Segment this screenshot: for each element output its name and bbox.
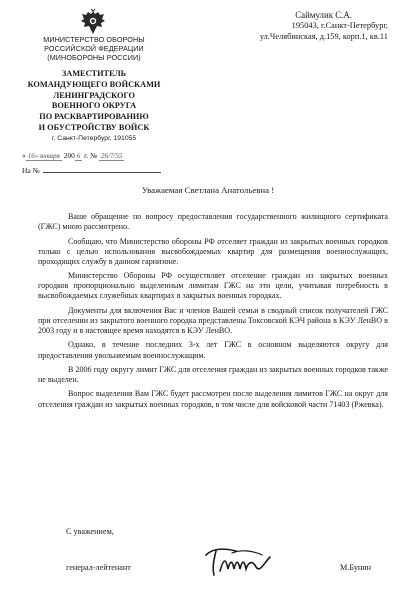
dept-line: ПО РАСКВАРТИРОВАНИЮ (39, 112, 149, 122)
date-year-handwritten: 6 (76, 152, 81, 160)
body-paragraph: Вопрос выделения Вам ГЖС будет рассмотрен после выделения лимитов ГЖС на округ для отселения граждан из закрытых военных городков, в том числе для войсковой части 71403 (Ржевка). (38, 389, 388, 409)
organization-name (30, 35, 158, 63)
date-handwritten: 16» января (27, 152, 60, 160)
body-paragraph: Однако, в течение последних 3-х лет ГЖС в основном выделяются округу для предоставления увольняемым военнослужащим. (38, 340, 388, 360)
reference-line (22, 166, 182, 175)
sender-city: г. Санкт-Петербург, 191055 (51, 135, 137, 142)
date-prefix: « (22, 151, 26, 160)
department-title (22, 69, 166, 134)
reference-blank (43, 172, 161, 173)
date-and-number-line (22, 151, 182, 160)
dept-line: ВОЕННОГО ОКРУГА (51, 101, 137, 111)
org-line: РОССИЙСКОЙ ФЕДЕРАЦИИ (44, 44, 144, 54)
dept-line: КОМАНДУЮЩЕГО ВОЙСКАМИ (27, 79, 161, 89)
handwritten-signature-icon (202, 543, 274, 579)
org-line: (МИНОБОРОНЫ РОССИИ) (47, 53, 141, 63)
addressee-address-line: ул.Челябинская, д.159, корп.1, кв.11 (259, 31, 388, 41)
greeting: Уважаемая Светлана Анатольевна ! (141, 185, 275, 195)
body-paragraph: В 2006 году округу лимит ГЖС для отселения граждан из закрытых военных городков также не выделен. (38, 364, 388, 385)
dept-line: ЛЕНИНГРАДСКОГО (53, 90, 135, 100)
body-paragraph: Министерство Обороны РФ осуществляет отселение граждан из закрытых военных городков пропорционально выделенным лимитам ГЖС на эти цели, учитывая потребность в высвобождаемых служебных квартирах в закрытых военных городках. (38, 271, 388, 301)
body-paragraph: Ваше обращение по вопросу предоставления государственного жилищного сертификата (ГЖС) мною рассмотрено. (38, 212, 388, 232)
outgoing-number: 26/7/55 (100, 152, 123, 160)
signatory-rank: генерал-лейтенант (66, 563, 131, 572)
reference-label: На № (22, 166, 40, 175)
number-label: г. № (84, 151, 98, 160)
body-paragraph: Документы для включения Вас и членов Вашей семьи в сводный список получателей ГЖС при отселении из закрытого военного городка представлены Токсовской КЭЧ района в КЭУ ЛенВО в 2003 году и в настоящее время находятся в КЭУ ЛенВО. (38, 305, 388, 336)
addressee-block (188, 10, 388, 42)
signatory-name: М.Бунин (340, 563, 372, 572)
org-line: МИНИСТЕРСТВО ОБОРОНЫ (43, 35, 145, 44)
letter-body (38, 212, 388, 414)
body-paragraph: Сообщаю, что Министерство обороны РФ отселяет граждан из закрытых военных городков только с целью использования высвобождаемых квартир для размещения военнослужащих, проходящих службу в данном гарнизоне. (38, 236, 388, 266)
dept-line: ЗАМЕСТИТЕЛЬ (61, 69, 127, 78)
addressee-address-line: 195043, г.Санкт-Петербург, (291, 20, 388, 30)
dept-line: И ОБУСТРОЙСТВУ ВОЙСК (38, 122, 150, 132)
addressee-name: Саймулик С.А. (295, 10, 352, 20)
closing-phrase: С уважением, (66, 527, 114, 536)
eagle-emblem-icon (80, 8, 106, 36)
date-year: 200 (63, 151, 75, 160)
